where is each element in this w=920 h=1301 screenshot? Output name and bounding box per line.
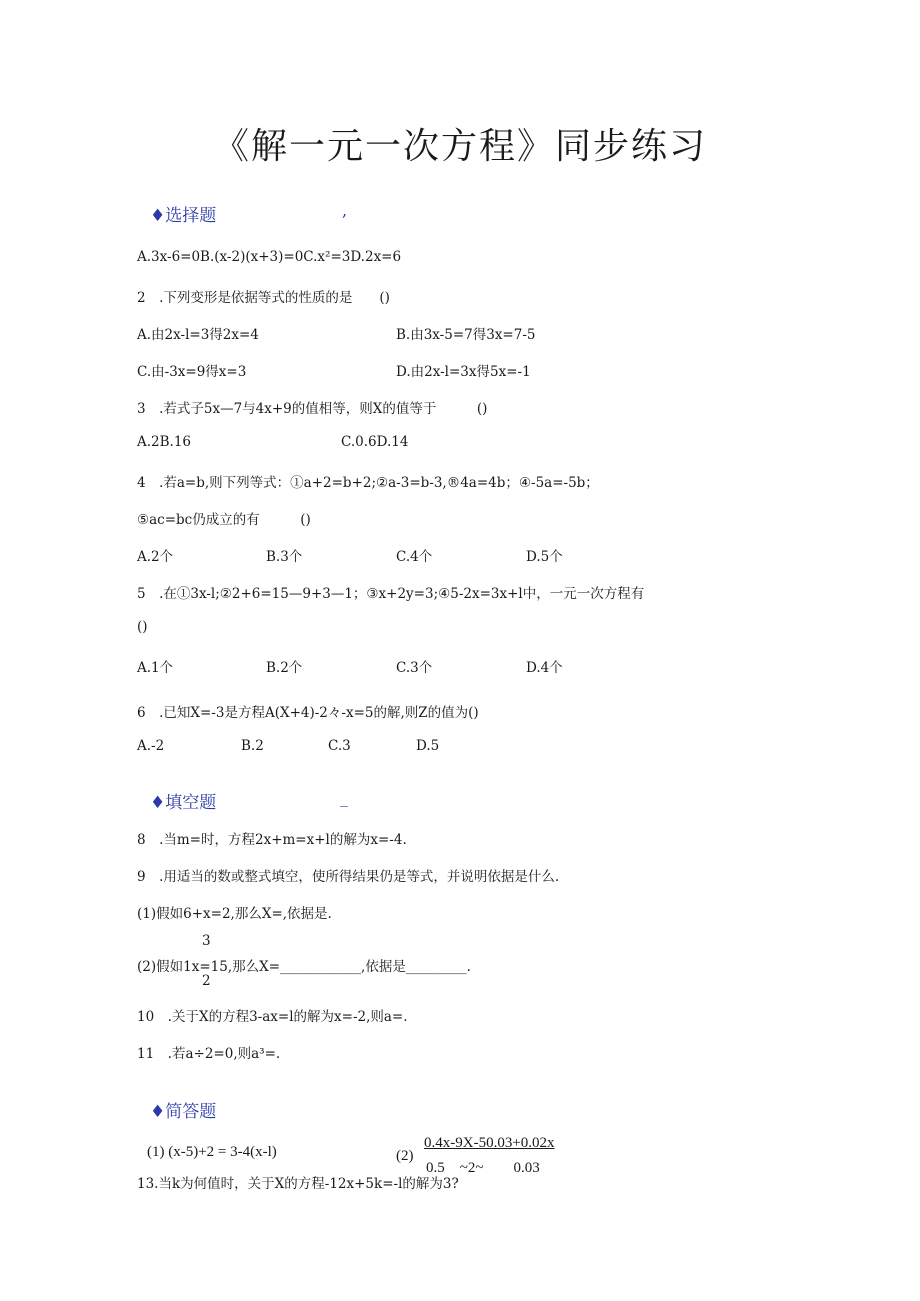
question-3: 3 .若式子5x—7与4x+9的值相等，则X的值等于 () (137, 401, 488, 417)
q5-option-b: B.2个 (266, 660, 303, 676)
question-9-part-1: (1)假如6+x=2,那么X=,依据是. (137, 906, 332, 922)
question-6: 6 .已知X=-3是方程A(X+4)-2々-x=5的解,则Z的值为() (137, 705, 479, 721)
question-8: 8 .当m=时，方程2x+m=x+l的解为x=-4. (137, 832, 407, 848)
q3-options-ab: A.2B.16 (137, 434, 192, 450)
section-mark: _ (340, 788, 348, 807)
q4-option-c: C.4个 (396, 549, 433, 565)
q5-option-a: A.1个 (137, 660, 174, 676)
question-2: 2 .下列变形是依据等式的性质的是 () (137, 290, 390, 306)
question-5: 5 .在①3x-l;②2+6=15—9+3—1；③x+2y=3;④5-2x=3x+l中，一元一次方程有 (137, 586, 645, 602)
q2-option-c: C.由-3x=9得x=3 (137, 364, 247, 380)
question-13: 13.当k为何值时，关于X的方程-12x+5k=-l的解为3? (137, 1176, 459, 1192)
q2-option-b: B.由3x-5=7得3x=7-5 (396, 327, 536, 343)
question-11: 11 .若a÷2=0,则a³=. (137, 1046, 281, 1062)
q3-options-cd: C.0.6D.14 (341, 434, 409, 450)
question-9-part-2: (2)假如1x=15,那么X=____________,依据是_________. (137, 959, 471, 975)
equation-2-label: (2) (396, 1148, 414, 1164)
question-9: 9 .用适当的数或整式填空，使所得结果仍是等式，并说明依据是什么. (137, 869, 560, 885)
fraction-denominator: 2 (202, 973, 211, 989)
section-heading-short-answer: ♦简答题 (150, 1102, 217, 1122)
q1-options: A.3x-6=0B.(x-2)(x+3)=0C.x²=3D.2x=6 (137, 249, 402, 265)
q4-option-a: A.2个 (137, 549, 174, 565)
section-heading-choice: ♦选择题 (150, 206, 217, 226)
q2-option-d: D.由2x-l=3x得5x=-1 (396, 364, 531, 380)
q2-option-a: A.由2x-l=3得2x=4 (137, 327, 259, 343)
q6-option-a: A.-2 (137, 738, 165, 754)
q4-option-b: B.3个 (266, 549, 303, 565)
equation-2-numerator: 0.4x-9X-50.03+0.02x (424, 1135, 555, 1151)
section-mark: , (342, 201, 348, 220)
q4-option-d: D.5个 (526, 549, 563, 565)
q5-option-d: D.4个 (526, 660, 563, 676)
fraction-numerator: 3 (202, 933, 211, 949)
q6-option-d: D.5 (416, 738, 440, 754)
question-4-continued: ⑤ac=bc仍成立的有 () (137, 512, 311, 528)
q5-option-c: C.3个 (396, 660, 433, 676)
section-heading-fill: ♦填空题 (150, 793, 217, 813)
q6-option-c: C.3 (328, 738, 351, 754)
q6-option-b: B.2 (241, 738, 264, 754)
equation-2-denominator: 0.5 ~2~ 0.03 (426, 1160, 540, 1176)
question-10: 10 .关于X的方程3-ax=l的解为x=-2,则a=. (137, 1009, 408, 1025)
question-4: 4 .若a=b,则下列等式：①a+2=b+2;②a-3=b-3,®4a=4b；④-5a=-5b； (137, 475, 599, 491)
question-5-continued: () (137, 619, 148, 635)
page-title: 《解一元一次方程》同步练习 (212, 126, 707, 167)
equation-1: (1) (x-5)+2 = 3-4(x-l) (147, 1144, 277, 1160)
